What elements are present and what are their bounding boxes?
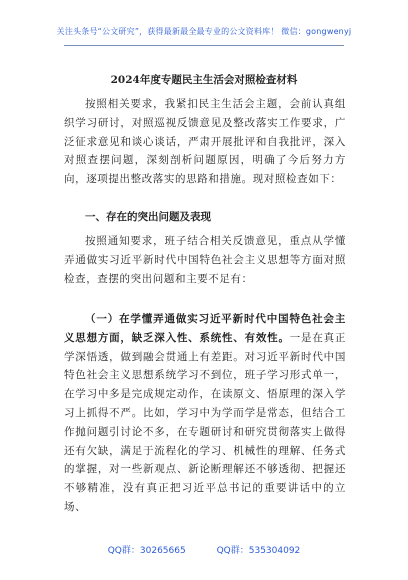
- item-body: 一是在真正学深悟透，做到融会贯通上有差距。对习近平新时代中国特色社会主义思想系统学习不到位，班子学习形式单一，在学习中多是完成规定动作，在读原文、悟原理的深入学习上抓得不严。比如，学习中为学而学是常态，但结合工作抛问题引讨论不多，在专题研讨和研究贯彻落实上做得还有欠缺，满足于流程化的学习、机械性的理解、任务式的掌握，对一些新观点、新论断理解还不够透彻、把握还不够精准，没有真正把习近平总书记的重要讲话中的立场、: [64, 331, 346, 513]
- document-title: 2024年度专题民主生活会对照检查材料: [110, 74, 298, 86]
- header-banner: 关注头条号“公文研究”，获得最新最全最专业的公文资料库！ 微信：gongwenyj: [56, 27, 352, 36]
- item-paragraph: [64, 310, 346, 517]
- footer-qq-group-1: QQ群：30265665: [107, 546, 186, 556]
- section-heading: 一、存在的突出问题及表现: [85, 211, 211, 223]
- section-intro-paragraph: 按照通知要求，班子结合相关反馈意见，重点从学懂弄通做实习近平新时代中国特色社会主义思想等方面对照检查，查摆的突出问题和主要不足有：: [64, 235, 346, 285]
- footer-qq-group-2: QQ群：535304092: [216, 546, 301, 556]
- footer: [0, 543, 408, 556]
- header-divider: [64, 45, 344, 46]
- item-heading: （一）在学懂弄通做实习近平新时代中国特色社会主义思想方面，缺乏深入性、系统性、有效性。: [64, 313, 346, 344]
- intro-paragraph: 按照相关要求，我紧扣民主生活会主题，会前认真组织学习研讨，对照巡视反馈意见及整改落实工作要求，广泛征求意见和谈心谈话，严肃开展批评和自我批评，深入对照查摆问题，深刻剖析问题原因，明确了今后努力方向，逐项提出整改落实的思路和措施。现对照检查如下：: [64, 98, 346, 186]
